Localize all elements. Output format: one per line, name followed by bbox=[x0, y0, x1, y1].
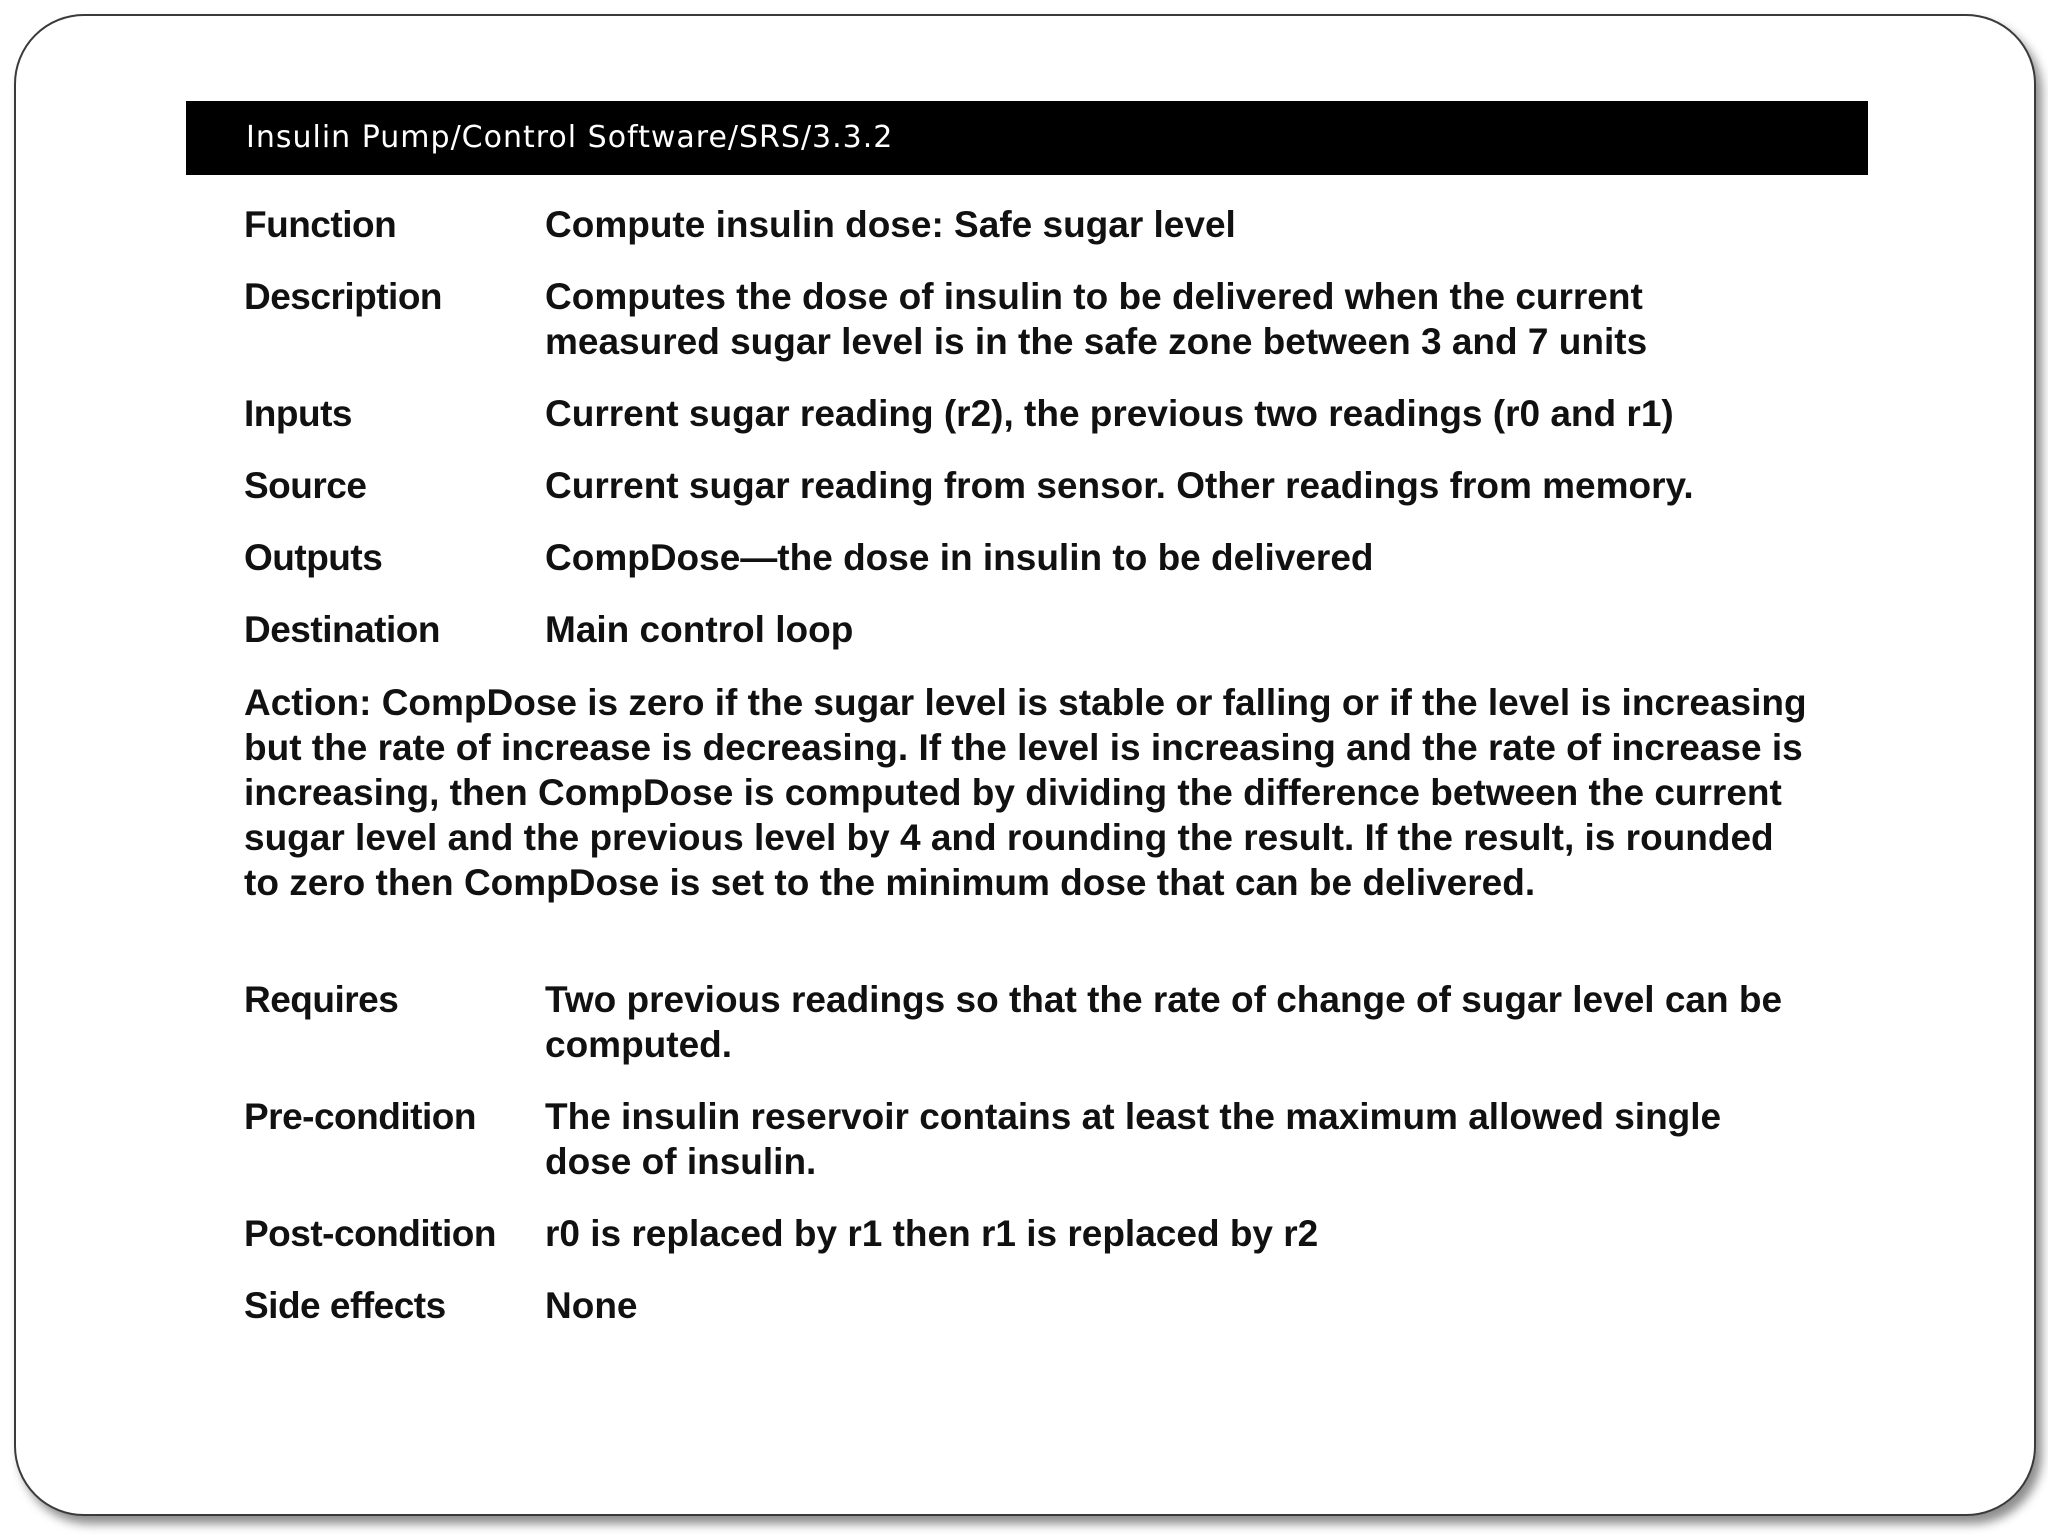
postcondition-value: r0 is replaced by r1 then r1 is replaced by r2 bbox=[545, 1213, 1319, 1254]
function-label: Function bbox=[244, 204, 397, 245]
side-effects-label: Side effects bbox=[244, 1285, 446, 1326]
postcondition-label: Post-condition bbox=[244, 1213, 496, 1254]
requires-value: Two previous readings so that the rate of change of sugar level can be computed. bbox=[545, 979, 1783, 1065]
inputs-label: Inputs bbox=[244, 393, 352, 434]
precondition-label: Pre-condition bbox=[244, 1096, 476, 1137]
inputs-value: Current sugar reading (r2), the previous two readings (r0 and r1) bbox=[545, 393, 1674, 434]
function-value: Compute insulin dose: Safe sugar level bbox=[545, 204, 1236, 245]
description-value: Computes the dose of insulin to be delivered when the current measured sugar level is in the safe zone between 3 and 7 units bbox=[545, 276, 1648, 362]
header-bar bbox=[186, 101, 1868, 175]
outputs-value: CompDose—the dose in insulin to be delivered bbox=[545, 537, 1374, 578]
header-title: Insulin Pump/Control Software/SRS/3.3.2 bbox=[246, 120, 894, 155]
side-effects-value: None bbox=[545, 1285, 638, 1326]
source-label: Source bbox=[244, 465, 367, 506]
requires-label: Requires bbox=[244, 979, 399, 1020]
action-label: Action: bbox=[244, 682, 382, 723]
destination-label: Destination bbox=[244, 609, 440, 650]
action-block bbox=[244, 680, 1814, 905]
action-value: CompDose is zero if the sugar level is stable or falling or if the level is increasing but the rate of increase is decreasing. If the level is increasing and the rate of increase is increasing, then CompDose is computed by dividing the difference between the current sugar level and the previous level by 4 and rounding the result. If the result, is rounded to zero then CompDose is set to the minimum dose that can be delivered. bbox=[244, 682, 1807, 903]
destination-value: Main control loop bbox=[545, 609, 854, 650]
source-value: Current sugar reading from sensor. Other readings from memory. bbox=[545, 465, 1694, 506]
outputs-label: Outputs bbox=[244, 537, 383, 578]
precondition-value: The insulin reservoir contains at least the maximum allowed single dose of insulin. bbox=[545, 1096, 1722, 1182]
description-label: Description bbox=[244, 276, 443, 317]
